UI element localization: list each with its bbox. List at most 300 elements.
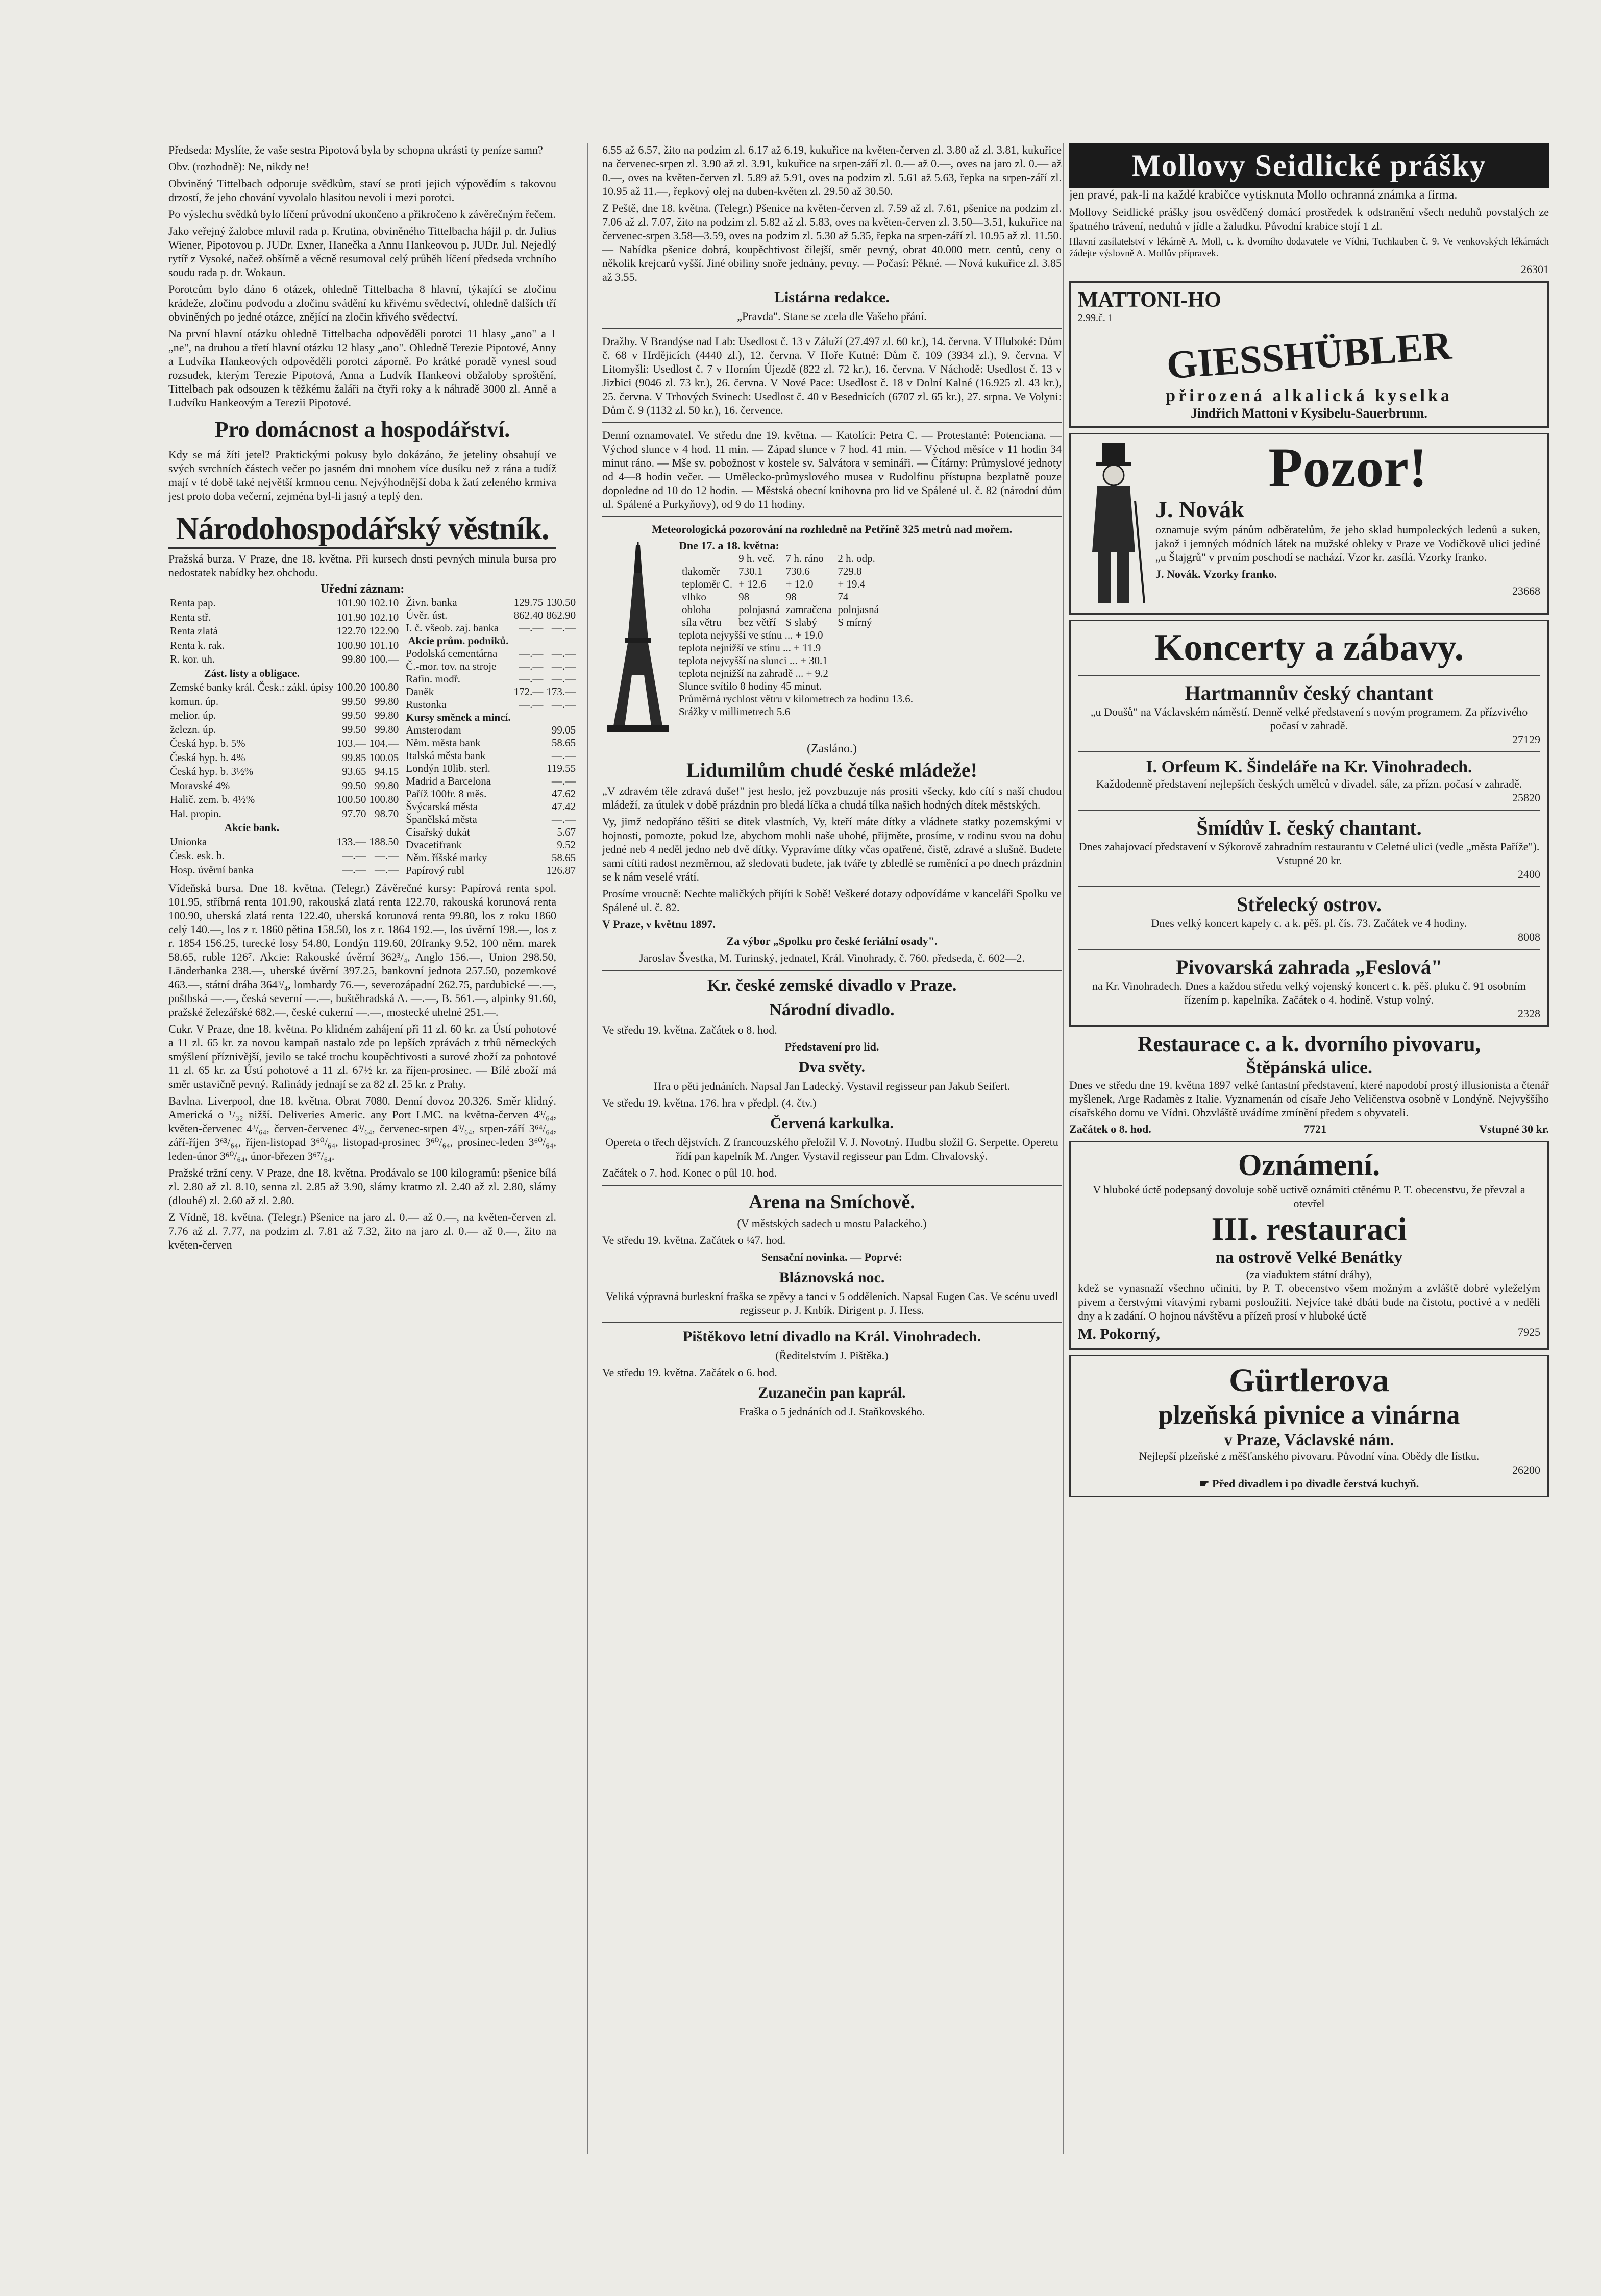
national-line: Ve středu 19. května. Začátek o 8. hod.	[602, 1023, 777, 1036]
rate-row	[404, 596, 577, 609]
rate-label: Renta stř.	[170, 610, 211, 623]
concerts-ad	[1069, 620, 1549, 1027]
column-2	[602, 143, 1062, 2226]
moll-banner: Mollovy Seidlické prášky	[1069, 143, 1549, 188]
rate-label: Něm. říšské marky	[406, 851, 487, 864]
rate-label: R. kor. uh.	[170, 653, 215, 666]
rate-value: 100.80	[369, 681, 399, 694]
petrin-tower-illustration	[602, 542, 674, 736]
column-1	[168, 143, 576, 2226]
pistek-line: Fraška o 5 jednáních od J. Staňkovského.	[738, 1405, 925, 1418]
rate-label: Švýcarská města	[406, 800, 478, 813]
gurtler-text: Nejlepší plzeňské z měšťanského pivovaru. Původní vína. Obědy dle lístku.	[1139, 1450, 1480, 1462]
rate-value: —.—	[551, 647, 576, 660]
weather-value: bez větří	[738, 616, 776, 628]
rate-value: 172.—	[513, 686, 544, 698]
rate-value: 126.87	[546, 864, 576, 876]
restaurace-entry: Vstupné 30 kr.	[1479, 1122, 1549, 1135]
rate-label: Daněk	[406, 686, 434, 698]
rate-value: —.—	[551, 673, 576, 685]
rate-label: Rustonka	[406, 698, 447, 711]
weather-column-header: 7 h. ráno	[785, 552, 824, 565]
rate-label: Madrid a Barcelona	[406, 775, 491, 787]
pistek-title: Pištěkovo letní divadlo na Král. Vinohradech.	[682, 1328, 981, 1345]
rate-value: 101.90	[336, 610, 366, 623]
rate-value	[368, 667, 401, 681]
rate-value	[512, 851, 545, 864]
editorial-text: „Pravda". Stane se zcela dle Vašeho přání.	[737, 310, 927, 323]
rate-value: 102.10	[369, 610, 399, 623]
gurtler-number: 26200	[1512, 1463, 1540, 1476]
rate-value	[512, 800, 545, 813]
rate-label: železn. úp.	[170, 723, 216, 736]
rate-value	[512, 864, 545, 877]
rate-row	[404, 660, 577, 673]
weather-value: 730.1	[738, 565, 763, 577]
vienna-grain: Z Vídně, 18. května. (Telegr.) Pšenice na jaro zl. 0.— až 0.—, na květen-červen zl. 7.76 až zl. 7.77, na podzim zl. 7.81 až 7.32, žito na jaro zl. 0.— až 0.—, žito na květen-červen	[168, 1211, 556, 1251]
oznameni-ad	[1069, 1141, 1549, 1350]
rate-value	[545, 634, 577, 647]
gentleman-illustration	[1078, 439, 1149, 608]
rate-row	[404, 749, 577, 762]
moll-number: 26301	[1521, 263, 1549, 276]
oznameni-title: Oznámení.	[1238, 1148, 1381, 1182]
iii-sub: na ostrově Velké Benátky	[1215, 1248, 1403, 1267]
rate-row	[168, 695, 400, 709]
grain-report: 6.55 až 6.57, žito na podzim zl. 6.17 až 6.19, kukuřice na květen-červen zl. 3.80 až zl. 3.81, kukuřice na červenec-srpen zl. 3.90 až zl. 3.91, kukuřice na srpen-září zl. 0.— až 0.—, oves na jaro zl. 0.— až 0.—, oves na květen-červen zl. 5.89 až 5.91, oves na podzim zl. 5.61 až 5.63, řepka na srpen-září zl. 10.95 až 11.—, řepkový olej na duben-květen zl. 29.50 až 30.50.	[602, 143, 1062, 198]
rate-row	[168, 821, 400, 835]
rate-value: 862.40	[513, 609, 544, 621]
rate-value	[512, 634, 545, 647]
rate-value: 47.62	[551, 788, 576, 800]
hartmann-number: 27129	[1512, 733, 1540, 746]
arena-line: (V městských sadech u mostu Palackého.)	[737, 1217, 927, 1230]
iii-number: 7925	[1518, 1326, 1540, 1338]
divider	[602, 516, 1062, 517]
gurtler-location: v Praze, Václavské nám.	[1224, 1430, 1394, 1449]
dialog-paragraph: Obviněný Tittelbach odporuje svědkům, staví se proti jejich výpovědím s takovou drzostí, že jeho chování vyvolalo hlasitou nevoli i mezi porotci.	[168, 177, 556, 204]
dialog-paragraph: Obv. (rozhodně): Ne, nikdy ne!	[168, 160, 309, 173]
mattoni-number: 2.99.č. 1	[1078, 312, 1113, 324]
iii-note: (za viaduktem státní dráhy),	[1246, 1268, 1372, 1281]
rate-row	[168, 680, 400, 695]
auctions: Dražby. V Brandýse nad Lab: Usedlost č. 13 v Záluží (27.497 zl. 60 kr.), 14. června. V Hluboké: Dům č. 68 v Hrdějicích (4440 zl.), 12. června. V Hoře Kutné: Dům č. 109 (3934 zl.), 9. června. V Litomyšli: Usedlost č. 7 v Horním Újezdě (822 zl. 72 kr.), 16. června. V Náchodě: Usedlost č. 13 v Jizbici (9046 zl. 73 kr.), 26. června. V Nové Pace: Usedlost č. 18 v Dolní Kalné (16.925 zl. 43 kr.), 25. června. V Trhových Svinech: Usedlost č. 40 v Besednicích (6707 zl. 65 kr.), 27. srpna. Ve Volyni: Dům č. 9 (1132 zl. 50 kr.), 16. července.	[602, 335, 1062, 417]
iii-sign: M. Pokorný,	[1078, 1326, 1160, 1342]
rate-label: Renta zlatá	[170, 625, 218, 638]
rate-value: 119.55	[547, 762, 576, 774]
weather-row	[679, 578, 882, 591]
rate-label: Česk. esk. b.	[170, 849, 225, 862]
rate-value: —.—	[342, 849, 366, 862]
rate-value	[512, 813, 545, 826]
rate-label: Španělská města	[406, 813, 477, 825]
rate-row	[168, 779, 400, 793]
rate-value: 58.65	[551, 851, 576, 864]
weather-extra	[679, 629, 1062, 718]
gurtler-sub: plzeňská pivnice a vinárna	[1158, 1401, 1460, 1430]
rate-value	[512, 749, 545, 762]
pozor-heading: Pozor!	[1268, 436, 1427, 499]
rate-value: 129.75	[513, 596, 544, 608]
smid-number: 2400	[1518, 868, 1540, 881]
rates-table-right	[404, 596, 577, 877]
rate-value: 100.20	[336, 681, 366, 694]
divider	[1078, 751, 1540, 752]
appeal-signatures: Jaroslav Švestka, M. Turinský, jednatel, Král. Vinohrady, č. 760. předseda, č. 602—2.	[639, 951, 1025, 964]
mattoni-sub: přirozená alkalická kyselka	[1166, 386, 1452, 405]
dialog-paragraph: Porotcům bylo dáno 6 otázek, ohledně Tittelbacha 8 hlavní, týkající se zločinu krádeže, zločinu podvodu a zločinu svádění ku křivému svědectví, ohledně dalších tří obviněných po jedné otázce, znějící na zločin křivého svědectví.	[168, 283, 556, 323]
rate-value	[512, 826, 545, 839]
rate-label: Hosp. úvěrní banka	[170, 863, 254, 876]
iii-text: kdež se vynasnaží všechno učiniti, by P. T. obecenstvo všem možným a zvláště dobré vyleželým pivem a čerstvými vítavými rybami posloužiti. Nejvíce také dbáti bude na čistotu, poctivé a v neděli dny a k zadání. O hojnou návštěvu a přízeň prosí v hluboké úctě	[1078, 1282, 1540, 1322]
novak-text: oznamuje svým pánům odběratelům, že jeho sklad humpoleckých ledenů a suken, jakož i jemných módních látek na mužské obleky v Praze ve Vodičkově ulici jediné „u Štajgrů" v prvním poschodí se nachází. Vzor kr. zasílá. Vzorky franko.	[1155, 523, 1540, 564]
weather-value: S mírný	[838, 616, 872, 628]
rate-label: Londýn 10lib. sterl.	[406, 762, 490, 774]
rate-value: 101.90	[336, 597, 366, 609]
divider	[1078, 810, 1540, 811]
appeal-date: V Praze, v květnu 1897.	[602, 918, 716, 931]
rate-value	[512, 839, 545, 851]
rate-value: —.—	[551, 749, 576, 762]
rate-value: 99.80	[342, 653, 366, 666]
rate-value: 99.50	[342, 723, 366, 736]
rate-value: 5.67	[557, 826, 576, 838]
rate-value: 862.90	[546, 609, 576, 621]
rate-row	[168, 610, 400, 625]
rate-label: Paříž 100fr. 8 měs.	[406, 788, 487, 800]
weather-row	[679, 591, 882, 603]
rate-label: Císařský dukát	[406, 826, 470, 838]
rate-value	[512, 711, 545, 724]
rate-row	[404, 647, 577, 660]
smid-title: Šmídův I. český chantant.	[1196, 816, 1422, 839]
divider	[1078, 675, 1540, 676]
bourse-heading: Uřední záznam:	[320, 582, 405, 596]
weather-value: 730.6	[785, 565, 810, 577]
rate-label: Rafin. modř.	[406, 673, 460, 685]
restaurace-footer	[1069, 1122, 1549, 1136]
strelecky-text: Dnes velký koncert kapely c. a k. pěš. pl. čís. 73. Začátek ve 4 hodiny.	[1151, 917, 1467, 930]
rate-label: Kursy směnek a mincí.	[406, 711, 511, 723]
rate-row	[404, 724, 577, 737]
weather-row	[679, 616, 882, 629]
restaurace-number: 7721	[1304, 1122, 1326, 1135]
rate-row	[168, 849, 400, 863]
rate-row	[168, 835, 400, 849]
rate-row	[404, 788, 577, 800]
rate-value: 122.90	[369, 625, 399, 638]
rate-value: —.—	[519, 660, 544, 672]
rate-value: 99.50	[342, 695, 366, 707]
moll-text: Mollovy Seidlické prášky jsou osvědčený domácí prostředek k odstranění všech neduhů povstalých ze špatného trávení, neduhů v jídle a žaludku. Původní krabice stojí 1 zl.	[1069, 206, 1549, 232]
rate-value: 188.50	[369, 835, 399, 848]
restaurace-sub: Štěpánská ulice.	[1245, 1057, 1373, 1078]
weather-label: vlhko	[682, 591, 706, 603]
divider	[1078, 886, 1540, 887]
rate-row	[404, 775, 577, 788]
rate-row	[168, 596, 400, 610]
national-line: Začátek o 7. hod. Konec o půl 10. hod.	[602, 1166, 777, 1179]
rate-value: 100.05	[369, 751, 399, 764]
rate-value: —.—	[519, 647, 544, 660]
rate-label: Halič. zem. b. 4½%	[170, 793, 255, 806]
weather-value: polojasná	[738, 603, 780, 616]
rate-row	[404, 622, 577, 634]
rate-value: 9.52	[557, 839, 576, 851]
column-rule	[1063, 143, 1064, 2154]
orfeum-text: Každodenně představení nejlepších českých umělců v divadel. sále, za přízn. počasí v zahradě.	[1096, 777, 1522, 790]
rate-value: 99.80	[375, 709, 399, 722]
rate-value	[512, 737, 545, 749]
dialog-paragraph: Předseda: Myslíte, že vaše sestra Pipotová byla by schopna ukrásti ty peníze samn?	[168, 143, 543, 156]
rate-value: —.—	[551, 660, 576, 672]
theatre-title: Kr. české zemské divadlo v Praze.	[707, 976, 957, 995]
rate-label: Papírový rubl	[406, 864, 465, 876]
appeal-title: Lidumilům chudé české mládeže!	[686, 759, 977, 781]
orfeum-number: 25820	[1512, 791, 1540, 804]
weather-label: teploměr C.	[682, 578, 733, 590]
rate-row	[404, 609, 577, 622]
novak-sign: J. Novák. Vzorky franko.	[1155, 568, 1277, 580]
oznameni-text: V hluboké úctě podepsaný dovoluje sobě uctivě oznámiti ctěnému P. T. obecenstvu, že převzal a otevřel	[1093, 1183, 1525, 1210]
rate-value: 99.85	[342, 751, 366, 764]
iii-title: III. restauraci	[1211, 1211, 1407, 1247]
divider	[1078, 949, 1540, 950]
bourse-lead: Pražská burza. V Praze, dne 18. května. Při kursech dnsti pevných minula bursa pro nedostatek nabídky bez obchodu.	[168, 552, 556, 579]
rate-value: —.—	[375, 863, 399, 876]
pistek-line: Ve středu 19. května. Začátek o 6. hod.	[602, 1366, 777, 1379]
weather-date: Dne 17. a 18. května:	[679, 539, 779, 552]
rate-row	[168, 723, 400, 737]
rate-value: 100.80	[369, 793, 399, 806]
appeal-paragraph: Prosíme vroucně: Nechte maličkých přijíti k Sobě! Veškeré dotazy odpovídáme v kanceláři Spolku ve Spálené ul. č. 82.	[602, 887, 1062, 914]
weather-value: + 12.6	[738, 578, 766, 590]
rate-value: —.—	[551, 813, 576, 825]
restaurace-start: Začátek o 8. hod.	[1069, 1122, 1151, 1135]
rate-row	[404, 762, 577, 775]
rate-row	[168, 807, 400, 821]
rate-value: 100.90	[336, 639, 366, 651]
rate-value: —.—	[551, 622, 576, 634]
rate-label: Něm. města bank	[406, 737, 481, 749]
weather-column-header: 2 h. odp.	[838, 552, 875, 565]
national-line: Hra o pěti jednáních. Napsal Jan Ladecký. Vystavil regisseur pan Jakub Seifert.	[653, 1080, 1011, 1092]
weather-value: S slabý	[785, 616, 817, 628]
rate-label: Dvacetifrank	[406, 839, 462, 851]
rate-value	[512, 724, 545, 737]
rate-value: 98.70	[375, 807, 399, 820]
column-3	[1069, 143, 1549, 2226]
iii-footer	[1078, 1326, 1540, 1343]
rate-row	[404, 711, 577, 724]
rate-value: 99.80	[375, 695, 399, 707]
rate-value: 99.50	[342, 779, 366, 792]
arena-line: Sensační novinka. — Poprvé:	[761, 1251, 903, 1263]
national-line: Opereta o třech dějstvích. Z francouzského přeložil V. J. Novotný. Hudbu složil G. Serpette. Operetu řídí pan kapelník M. Anger. Vystavil regisseur pan Edm. Chvalovský.	[605, 1136, 1058, 1162]
rate-label: Zást. listy a obligace.	[204, 667, 300, 679]
rate-label: Podolská cementárna	[406, 647, 498, 660]
arena-line: Ve středu 19. května. Začátek o ¼7. hod.	[602, 1234, 786, 1247]
rate-label: Italská města bank	[406, 749, 486, 762]
column-rule	[587, 143, 588, 2154]
appeal-committee: Za výbor „Spolku pro české feriální osady".	[726, 935, 938, 947]
rate-label: Zemské banky král. Česk.: zákl. úpisy	[170, 681, 334, 694]
pivovar-number: 2328	[1518, 1007, 1540, 1020]
rate-label: Amsterodam	[406, 724, 461, 736]
rate-label: Živn. banka	[406, 596, 457, 608]
rate-value: 93.65	[342, 765, 366, 778]
weather-extra-line: teplota nejvyšší na slunci ... + 30.1	[679, 654, 828, 667]
concerts-title: Koncerty a zábavy.	[1154, 627, 1464, 669]
vienna-bourse: Vídeňská bursa. Dne 18. května. (Telegr.) Závěrečné kursy: Papírová renta spol. 101.95, stříbrná renta 101.90, rakouská zlatá renta 122.70, rakouská korunová renta 100.90, uherská zlatá renta 122.40, uherská korunová renta 99.80, los z roku 1860 celý 140.—, los z r. 1860 pětina 158.50, los z r. 1864 192.—, los úvěrní 198.—, los z r. 1854 156.25, turecké losy 54.80, Londýn 119.60, 20franky 9.52, 100 něm. marek 58.65, ruble 126⁷. Akcie: Rakouské úvěrní 362³/₄, Anglo 156.—, Union 298.50, Länderbanka 238.—, uherské úvěrní 397.25, bankovní jednota 257.50, pozemkové 463.—, státní dráha 364³/₄, lombardy 76.—, severozápadní 262.75, pardubické —.—, poštbská —.—, česká severní —.—, buštěhradská A. —.—, B. 561.—, alpinky 91.60, pražské železářské 682.—, české cukerní —.—, mostecké uhelné 251.—.	[168, 882, 556, 1018]
rate-row	[168, 737, 400, 751]
home-paragraph: Kdy se má žíti jetel? Praktickými pokusy bylo dokázáno, že jeteliny obsahují ve svých svrchních částech večer po jasném dni mnohem více dusíku než z rána a tudíž mají v té době také největší krmnou cenu. Nejvýhodnější doba k žatí zeleného krmiva jest proto doba večerní, zejména byl-li jasný a teplý den.	[168, 448, 556, 502]
pointing-hand-icon: ☛	[1199, 1477, 1213, 1490]
rate-row	[168, 639, 400, 653]
rate-value: 99.80	[375, 779, 399, 792]
weather-extra-line: teplota nejnižší na zahradě ... + 9.2	[679, 667, 828, 679]
weather-extra-line: Slunce svítilo 8 hodiny 45 minut.	[679, 680, 822, 692]
market-prices: Pražské tržní ceny. V Praze, dne 18. května. Prodávalo se 100 kilogramů: pšenice bílá zl. 2.80 až zl. 8.10, senna zl. 2.85 až 3.90, slámy kratmo zl. 2.40 až zl. 2.80, slámy (dlouhé) zl. 2.60 až zl. 2.80.	[168, 1166, 556, 1207]
strelecky-number: 8008	[1518, 931, 1540, 943]
rate-value: 97.70	[342, 807, 366, 820]
weather-extra-line: teplota nejnižší ve stínu ... + 11.9	[679, 642, 821, 654]
rate-label: Akcie prům. podniků.	[408, 634, 509, 647]
rate-value	[335, 667, 368, 681]
rate-value: 99.80	[375, 723, 399, 736]
weather-label: obloha	[682, 603, 711, 616]
weather-value: zamračena	[785, 603, 832, 616]
divider	[602, 1185, 1062, 1186]
rate-value: 100.50	[336, 793, 366, 806]
rate-row	[404, 800, 577, 813]
gurtler-title: Gürtlerova	[1228, 1362, 1390, 1399]
rate-value: 100.—	[369, 653, 399, 666]
rate-value: 47.42	[551, 800, 576, 813]
weather-label: síla větru	[682, 616, 722, 628]
rate-label: Hal. propin.	[170, 807, 221, 820]
rate-value: 58.65	[551, 737, 576, 749]
rate-label: I. č. všeob. zaj. banka	[406, 622, 499, 634]
novak-name: J. Novák	[1155, 496, 1244, 522]
smid-text: Dnes zahajovací představení v Sýkorově zahradním restaurantu v Celetné ulici (vedle „města Paříže"). Vstupné 20 kr.	[1078, 840, 1540, 867]
rate-row	[404, 839, 577, 851]
moll-pravé: jen pravé, pak-li na každé krabičce vytisknuta Mollo ochranná známka a firma.	[1069, 188, 1458, 202]
rate-row	[168, 863, 400, 877]
novak-number: 23668	[1512, 584, 1540, 597]
rate-row	[404, 686, 577, 698]
rate-value: —.—	[551, 775, 576, 787]
rate-value	[368, 821, 401, 835]
mattoni-ad	[1069, 281, 1549, 428]
home-section-title: Pro domácnost a hospodářství.	[214, 417, 510, 442]
hartmann-title: Hartmannův český chantant	[1185, 681, 1434, 704]
rate-row	[168, 652, 400, 667]
novak-ad	[1069, 433, 1549, 615]
restaurace-title: Restaurace c. a k. dvorního pivovaru,	[1138, 1033, 1481, 1056]
weather-value: 98	[785, 591, 797, 603]
weather-value: polojasná	[838, 603, 879, 616]
rate-value: 104.—	[369, 737, 399, 750]
economy-title: Národohospodářský věstník.	[168, 511, 556, 549]
rate-row	[168, 709, 400, 723]
rate-row	[404, 864, 577, 877]
pest-report: Z Peště, dne 18. května. (Telegr.) Pšenice na květen-červen zl. 7.59 až zl. 7.61, pšenice na podzim zl. 7.06 až zl. 7.07, žito na podzim zl. 5.82 až zl. 5.83, oves na květen-červen zl. 3.50—3.51, kukuřice na červenec-srpen 3.58—3.59, oves na podzim zl. 5.30 až 5.35, řepka na srpen-září zl. 10.95 až zl. 11.50. — Nabídka pšenice dobrá, koupěchtivost čilejší, směr pevný, obrat 40.000 metr. centů, ceny o několik krejcarů vyšší. Jiné obiliny snoře jednány, pevny. — Počasí: Pěkné. — Nová kukuřice zl. 3.85 až 3.55.	[602, 202, 1062, 283]
rate-label: Moravské 4%	[170, 779, 230, 792]
weather-title: Meteorologická pozorování na rozhledně na Petříně 325 metrů nad mořem.	[651, 523, 1013, 535]
rate-value: —.—	[342, 863, 366, 876]
mattoni-brand: GIESSHÜBLER	[1165, 323, 1453, 387]
divider	[602, 422, 1062, 423]
pivovar-text: na Kr. Vinohradech. Dnes a každou středu velký vojenský koncert c. k. pěš. pluku č. 91 osobním řízením p. kapelníka. Začátek o 4. hodině. Vstup volný.	[1092, 980, 1526, 1006]
divider	[602, 328, 1062, 329]
rate-label: Č.-mor. tov. na stroje	[406, 660, 497, 672]
divider	[602, 1322, 1062, 1323]
rate-value: 99.50	[342, 709, 366, 722]
hartmann-text: „u Doušů" na Václavském náměstí. Denně velké představení s novým programem. Za přízvivého počasí v zahradě.	[1090, 705, 1528, 732]
weather-row	[679, 603, 882, 616]
strelecky-title: Střelecký ostrov.	[1237, 893, 1382, 916]
rate-value: —.—	[519, 698, 544, 711]
rate-label: melior. úp.	[170, 709, 216, 722]
weather-extra-line: teplota nejvyšší ve stínu ... + 19.0	[679, 629, 823, 641]
weather-block	[602, 539, 1062, 739]
dialog-paragraph: Po výslechu svědků bylo líčení průvodní ukončeno a přikročeno k závěrečným řečem.	[168, 208, 556, 221]
rate-row	[168, 765, 400, 779]
appeal-paragraph: Vy, jimž nedopřáno těšiti se ditek vlastních, Vy, kteří máte dítky a vládnete statky pozemskými v hojnosti, pomozte, pokud lze, abychom mohli naše ubohé, přijměte, prosíme, v rodinu svou na dobu jedné neb 4 neděl jedno neb dvě dítky. Vypravíme dítky včas opatřené, čistě, zdravé a slušně. Budete sami cítiti radost nezměrnou, až sledovati budete, jak tváře ty zbledlé se ruměnící a po dnech prázdnin se k nám veselé vrátí.	[602, 815, 1062, 883]
rate-row	[404, 826, 577, 839]
rate-label: komun. úp.	[170, 695, 219, 707]
pivovar-title: Pivovarská zahrada „Feslová"	[1175, 956, 1443, 979]
appeal-paragraph: „V zdravém těle zdravá duše!" jest heslo, jež povzbuzuje nás prositi všecky, kdo cítí s naší chudou mládeží, za útulek v době prázdnin pro bledá líčka a chudá tílka našich hodných dítek městských.	[602, 785, 1062, 811]
rate-label: Akcie bank.	[224, 821, 280, 834]
weather-column-header: 9 h. več.	[738, 552, 775, 565]
zaslano-label: (Zasláno.)	[807, 742, 857, 755]
national-theatre-title: Národní divadlo.	[769, 1000, 895, 1019]
weather-table	[679, 552, 882, 629]
rate-value: 122.70	[336, 625, 366, 638]
weather-value: + 19.4	[838, 578, 866, 590]
rate-row	[168, 793, 400, 807]
rate-value: —.—	[551, 698, 576, 711]
weather-value: 729.8	[838, 565, 862, 577]
rate-label: Česká hyp. b. 4%	[170, 751, 245, 764]
divider	[602, 970, 1062, 971]
rate-row	[168, 667, 400, 681]
play-title: Červená karkulka.	[770, 1115, 894, 1132]
rate-label: Renta pap.	[170, 597, 216, 609]
rate-row	[168, 624, 400, 639]
rate-row	[404, 813, 577, 826]
rate-value: 94.15	[375, 765, 399, 778]
weather-value: + 12.0	[785, 578, 814, 590]
weather-value: 98	[738, 591, 750, 603]
rate-value: —.—	[375, 849, 399, 862]
gurtler-bottom	[1078, 1477, 1540, 1491]
weather-header-row	[679, 552, 882, 565]
mattoni-firm: Jindřich Mattoni v Kysibelu-Sauerbrunn.	[1191, 406, 1427, 421]
rates-table-left	[168, 596, 400, 877]
rate-value: 130.50	[546, 596, 576, 608]
gurtler-ad	[1069, 1355, 1549, 1497]
sugar-report: Cukr. V Praze, dne 18. května. Po klidném zahájení při 11 zl. 60 kr. za Ústí pohotové a 11 zl. 65 kr. za novou kampaň nastalo zde po lepších zprávách z trhů německých smýšlení příznivější, jevilo se také trochu koupěchtivosti a surové zboží za pohotové 11 zl. 65 kr. za Ústí pohotové a 11 zl. 67½ kr. za říjen-prosinec. — Bílé zboží má směr ustavičně pevný. Rafinády jednají se za 82 zl. 25 kr. z Prahy.	[168, 1022, 556, 1090]
rate-value: 101.10	[369, 639, 399, 651]
rate-row	[404, 673, 577, 686]
pistek-line: (Ředitelstvím J. Pištěka.)	[775, 1349, 889, 1362]
rate-label: Česká hyp. b. 5%	[170, 737, 245, 750]
rate-row	[404, 698, 577, 711]
rate-label: Úvěr. úst.	[406, 609, 448, 621]
